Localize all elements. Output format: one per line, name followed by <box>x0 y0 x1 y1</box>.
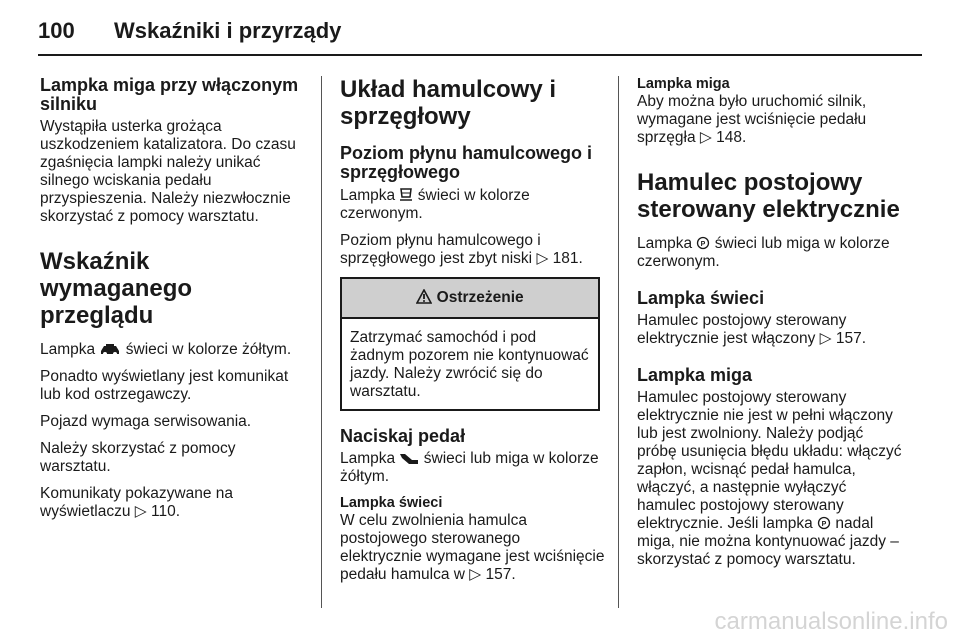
text: W celu zwolnienia hamulca postojowego sterowanego elektrycznie wymagane jest wciśnięcie pedału hamulca w <box>340 512 605 583</box>
text: świeci w kolorze czerwonym. <box>340 187 530 222</box>
parking-brake-icon <box>817 516 831 530</box>
page-reference[interactable]: 181. <box>552 250 583 267</box>
warning-title: Ostrzeżenie <box>436 289 524 306</box>
brake-fluid-icon <box>399 186 413 202</box>
paragraph-release-brake <box>340 512 605 584</box>
page-header <box>38 14 922 50</box>
paragraph-epb-fault <box>637 389 907 569</box>
parking-brake-icon <box>696 236 710 250</box>
paragraph-epb-engaged <box>637 312 907 348</box>
page-reference[interactable]: 110. <box>151 503 181 520</box>
heading-lamp-lit: Lampka świeci <box>340 495 443 511</box>
paragraph-clutch-start <box>637 93 907 147</box>
warning-triangle-icon <box>416 289 432 304</box>
page-reference-arrow-icon: ▷ <box>819 330 832 347</box>
text: świeci w kolorze żółtym. <box>125 341 292 358</box>
text: Aby można było uruchomić silnik, wymagane jest wciśnięcie pedału sprzęgła <box>637 93 867 146</box>
heading-service-indicator: Wskaźnik wymaganego przeglądu <box>40 248 193 329</box>
section-title: Wskaźniki i przyrządy <box>114 18 342 43</box>
page-reference[interactable]: 157. <box>835 330 867 347</box>
heading-electric-parking-brake: Hamulec postojowy sterowany elektrycznie <box>637 169 900 223</box>
foot-pedal-icon <box>399 451 419 465</box>
paragraph-contact-workshop: Należy skorzystać z pomocy warsztatu. <box>40 440 236 475</box>
text: Lampka <box>340 450 396 467</box>
warning-text: Zatrzymać samochód i pod żadnym pozorem nie kontynuować jazdy. Należy zwrócić się do warsztatu. <box>350 329 589 400</box>
column-3 <box>637 76 907 578</box>
text: lampka <box>762 515 813 532</box>
paragraph-display-messages <box>40 485 308 521</box>
text: Lampka <box>637 235 693 252</box>
page-reference[interactable]: 157. <box>485 566 516 583</box>
text: Hamulec postojowy sterowany elektrycznie nie jest w pełni włączony lub jest zwolniony. Należy podjąć próbę usunięcia błędu układu: włączyć zapłon, wcisnąć pedał hamulca, włączyć, a następnie wyłączyć hamulec postojowy sterowany elektrycznie. Jeśli <box>637 389 902 532</box>
heading-fluid-level: Poziom płynu hamulcowego i sprzęgłowego <box>340 143 593 182</box>
heading-epb-lamp-lit: Lampka świeci <box>637 288 765 308</box>
warning-box <box>340 277 600 411</box>
warning-header <box>342 279 598 319</box>
column-divider-2 <box>618 76 619 608</box>
page-reference-arrow-icon: ▷ <box>469 566 482 583</box>
page-number: 100 <box>38 18 75 43</box>
paragraph-message: Ponadto wyświetlany jest komunikat lub kod ostrzegawczy. <box>40 368 289 403</box>
paragraph-fluid-lamp <box>340 186 605 223</box>
column-1 <box>40 76 308 530</box>
heading-brake-clutch-system: Układ hamulcowy i sprzęgłowy <box>340 76 557 130</box>
service-wrench-car-icon <box>99 342 121 356</box>
text: Lampka <box>340 187 396 204</box>
text: Hamulec postojowy sterowany elektrycznie jest włączony <box>637 312 847 347</box>
text: nadal miga, nie można kontynuować jazdy – skorzystać z pomocy warsztatu. <box>637 515 899 568</box>
text: świeci lub miga w kolorze czerwonym. <box>637 235 890 270</box>
heading-epb-lamp-blinks: Lampka miga <box>637 365 753 385</box>
header-divider <box>38 54 922 56</box>
heading-lamp-blinks: Lampka miga <box>637 76 730 92</box>
text: Lampka <box>40 341 96 358</box>
page-reference[interactable]: 148. <box>716 129 747 146</box>
heading-lamp-blinks-engine-on: Lampka miga przy włączonym silniku <box>40 75 299 114</box>
watermark: carmanualsonline.info <box>714 608 948 635</box>
paragraph-epb-lamp <box>637 235 907 271</box>
svg-text:P: P <box>821 521 827 528</box>
text: świeci lub miga w kolorze żółtym. <box>340 450 599 485</box>
text: Komunikaty pokazywane na wyświetlaczu <box>40 485 234 520</box>
page-reference-arrow-icon: ▷ <box>536 250 549 267</box>
paragraph-service-lamp <box>40 341 308 359</box>
heading-press-pedal: Naciskaj pedał <box>340 426 466 446</box>
page-reference-arrow-icon: ▷ <box>699 129 712 146</box>
paragraph-needs-service: Pojazd wymaga serwisowania. <box>40 413 252 430</box>
column-divider-1 <box>321 76 322 608</box>
text: Poziom płynu hamulcowego i sprzęgłowego jest zbyt niski <box>340 232 541 267</box>
page-reference-arrow-icon: ▷ <box>134 503 147 520</box>
svg-text:P: P <box>701 241 706 248</box>
paragraph-catalyst-fault: Wystąpiła usterka grożąca uszkodzeniem katalizatora. Do czasu zgaśnięcia lampki należy unikać silnego wciskania pedału przyspieszenia. Należy niezwłocznie skorzystać z pomocy warsztatu. <box>40 118 296 225</box>
paragraph-press-pedal-lamp <box>340 450 605 486</box>
column-2 <box>340 76 605 593</box>
paragraph-fluid-low <box>340 232 605 268</box>
